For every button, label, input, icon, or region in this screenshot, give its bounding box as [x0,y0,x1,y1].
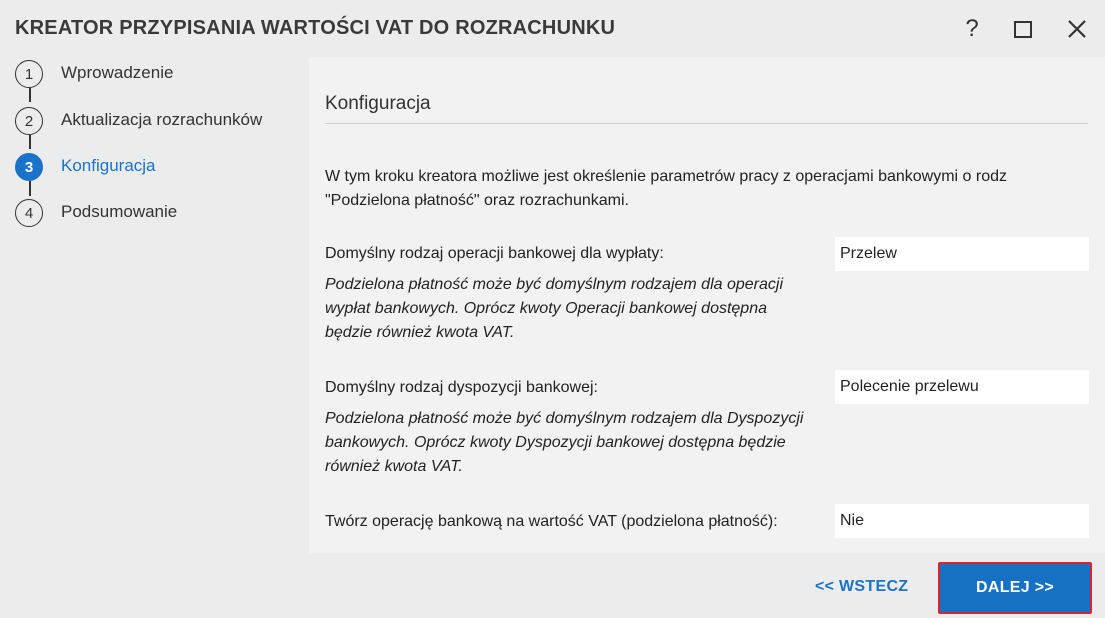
step-4[interactable] [15,199,305,229]
close-icon [1067,19,1087,39]
withdrawal-operation-select[interactable]: Przelew [835,237,1089,271]
help-button[interactable] [955,12,989,46]
intro-line: "Podzielona płatność" oraz rozrachunkami. [325,192,629,209]
vat-operation-label: Twórz operację bankową na wartość VAT (podzielona płatność): [325,513,778,530]
step-label: Konfiguracja [61,156,156,175]
withdrawal-operation-label: Domyślny rodzaj operacji bankowej dla wypłaty: [325,245,664,262]
step-connector [29,181,31,196]
intro-text [325,165,1095,213]
maximize-button[interactable] [1006,12,1040,46]
step-label: Podsumowanie [61,202,178,221]
section-title: Konfiguracja [325,93,431,114]
window-title: KREATOR PRZYPISANIA WARTOŚCI VAT DO ROZRACHUNKU [15,17,616,39]
step-connector [29,135,31,149]
step-number-badge: 3 [15,153,43,181]
step-label: Aktualizacja rozrachunków [61,110,263,129]
step-2[interactable] [15,107,305,137]
step-connector [29,88,31,102]
title-bar [0,0,1105,56]
step-label: Wprowadzenie [61,63,174,82]
step-number-badge: 4 [15,199,43,227]
configuration-panel [309,57,1105,553]
step-number-badge: 1 [15,60,43,88]
step-1[interactable] [15,60,305,90]
close-button[interactable] [1060,12,1094,46]
bank-disposition-label: Domyślny rodzaj dyspozycji bankowej: [325,379,598,396]
question-mark-icon: ? [965,15,979,42]
back-button[interactable]: << WSTECZ [815,578,909,595]
bank-disposition-select[interactable]: Polecenie przelewu [835,370,1089,404]
vat-operation-select[interactable]: Nie [835,504,1089,538]
step-number-badge: 2 [15,107,43,135]
step-3[interactable] [15,153,305,183]
withdrawal-operation-description: Podzielona płatność może być domyślnym rodzajem dla operacji wypłat bankowych. Oprócz kwoty Operacji bankowej dostępna będzie również kwota VAT. [325,276,783,341]
bank-disposition-description: Podzielona płatność może być domyślnym rodzajem dla Dyspozycji bankowych. Oprócz kwoty Dyspozycji bankowej dostępna będzie również kwota VAT. [325,410,804,475]
maximize-icon [1014,21,1032,38]
next-button[interactable]: DALEJ >> [938,562,1092,614]
intro-line: W tym kroku kreatora możliwe jest określenie parametrów pracy z operacjami bankowymi o rodz [325,168,1008,185]
wizard-steps [0,56,305,556]
section-divider [325,123,1088,124]
